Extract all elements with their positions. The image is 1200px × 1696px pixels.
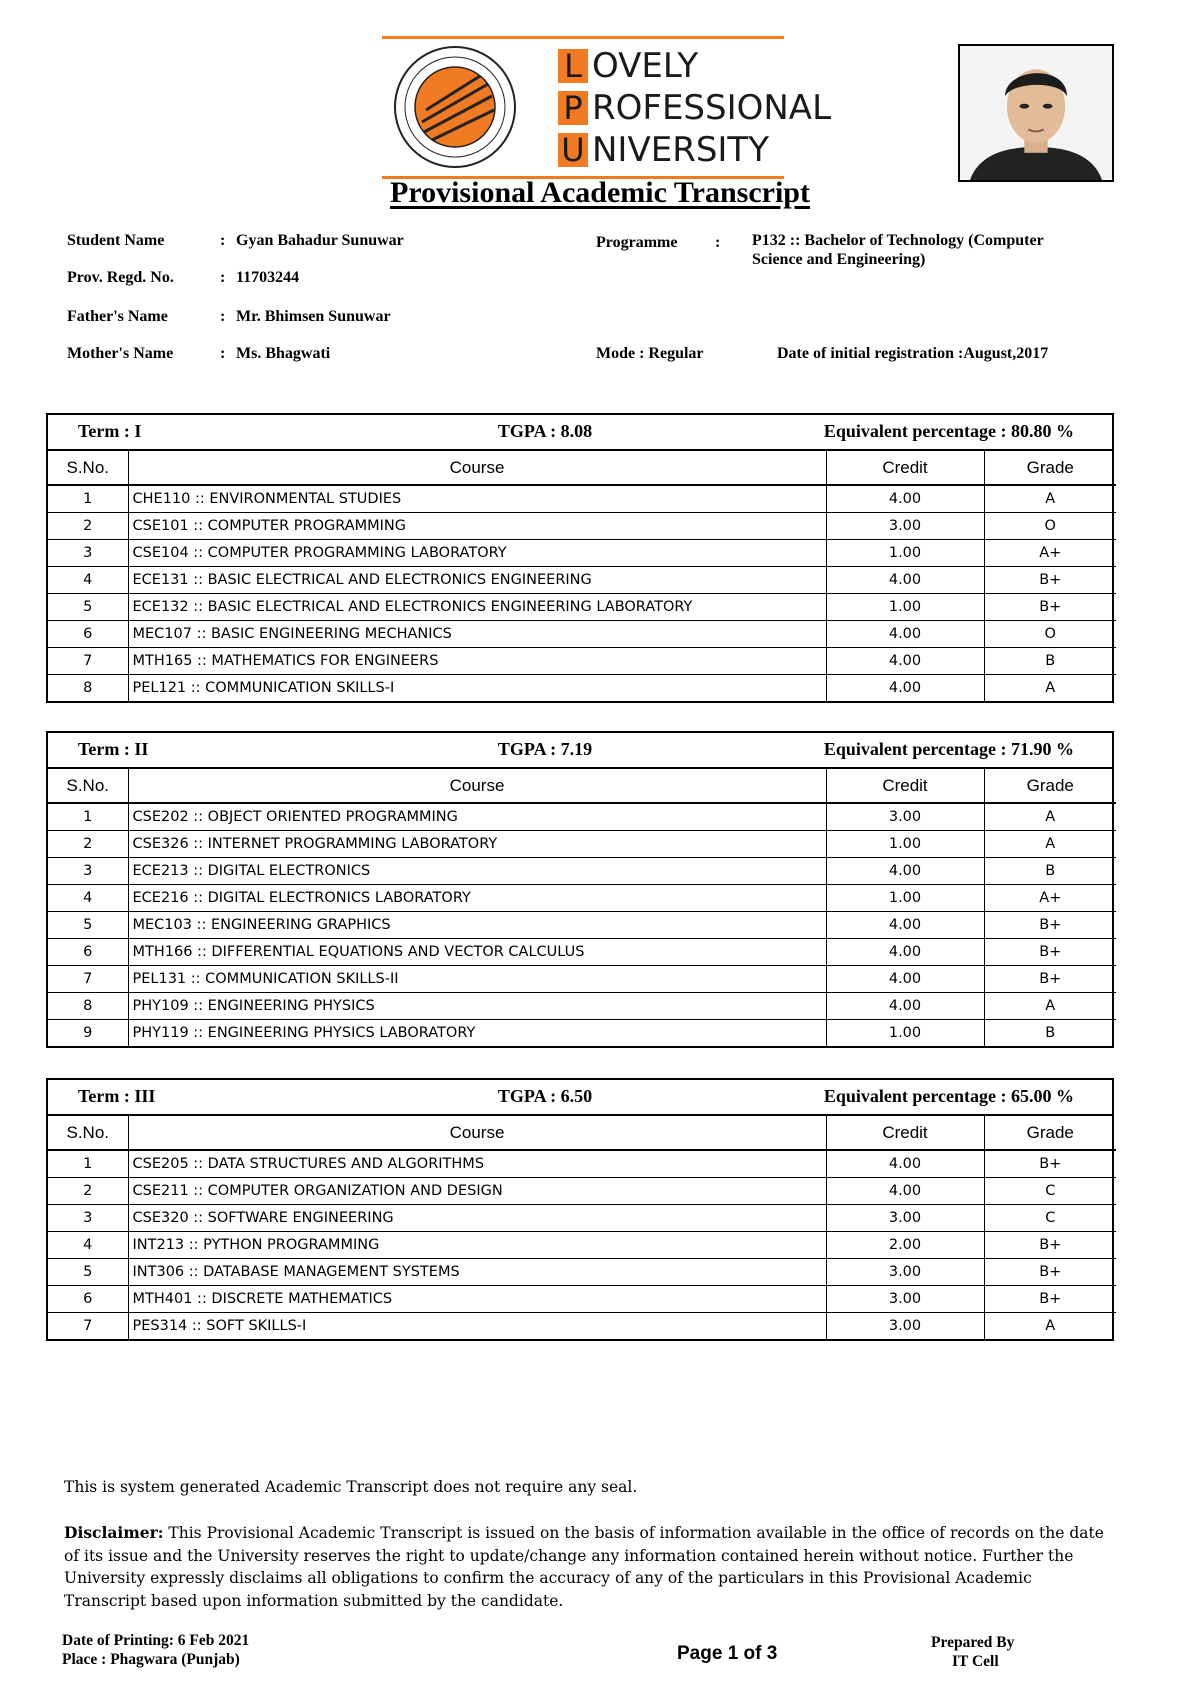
row-grade: B: [984, 858, 1116, 885]
sno-header: S.No.: [48, 769, 128, 803]
row-credit: 3.00: [826, 1313, 984, 1340]
row-course: CSE205 :: DATA STRUCTURES AND ALGORITHMS: [128, 1150, 826, 1178]
page-title: Provisional Academic Transcript: [390, 176, 810, 209]
row-course: PES314 :: SOFT SKILLS-I: [128, 1313, 826, 1340]
page-number: Page 1 of 3: [677, 1643, 778, 1664]
grade-header: Grade: [984, 451, 1116, 485]
table-row: [48, 648, 1116, 675]
table-row: [48, 831, 1116, 858]
table-row: [48, 1313, 1116, 1340]
equivalent-percentage: Equivalent percentage : 65.00 %: [823, 1086, 1074, 1106]
term-table-1: [46, 413, 1114, 703]
row-grade: O: [984, 621, 1116, 648]
table-row: [48, 1205, 1116, 1232]
row-course: MEC107 :: BASIC ENGINEERING MECHANICS: [128, 621, 826, 648]
row-sno: 6: [48, 939, 128, 966]
table-row: [48, 993, 1116, 1020]
row-course: CSE202 :: OBJECT ORIENTED PROGRAMMING: [128, 803, 826, 831]
university-seal-icon: [392, 44, 518, 170]
row-sno: 1: [48, 485, 128, 513]
row-sno: 3: [48, 540, 128, 567]
equivalent-percentage: Equivalent percentage : 71.90 %: [823, 739, 1074, 759]
row-course: PHY109 :: ENGINEERING PHYSICS: [128, 993, 826, 1020]
row-sno: 4: [48, 885, 128, 912]
row-credit: 3.00: [826, 513, 984, 540]
place-of-printing: Place : Phagwara (Punjab): [62, 1651, 240, 1668]
colon: :: [715, 234, 721, 251]
table-row: [48, 939, 1116, 966]
row-course: CSE320 :: SOFTWARE ENGINEERING: [128, 1205, 826, 1232]
row-credit: 4.00: [826, 621, 984, 648]
term-header: [48, 1080, 1112, 1116]
row-credit: 4.00: [826, 648, 984, 675]
course-header: Course: [128, 769, 826, 803]
date-of-printing: Date of Printing: 6 Feb 2021: [62, 1632, 250, 1649]
course-header: Course: [128, 451, 826, 485]
table-row: [48, 1286, 1116, 1313]
grade-header: Grade: [984, 1116, 1116, 1150]
programme-value-line2: Science and Engineering): [752, 251, 926, 268]
row-sno: 2: [48, 1178, 128, 1205]
logo-word-1: L OVELY: [558, 48, 698, 84]
table-row: [48, 513, 1116, 540]
row-sno: 9: [48, 1020, 128, 1047]
table-header-row: [48, 451, 1116, 485]
row-grade: A: [984, 485, 1116, 513]
row-course: MTH165 :: MATHEMATICS FOR ENGINEERS: [128, 648, 826, 675]
table-row: [48, 966, 1116, 993]
seal-note: This is system generated Academic Transcript does not require any seal.: [64, 1478, 638, 1496]
row-grade: B+: [984, 939, 1116, 966]
row-credit: 3.00: [826, 803, 984, 831]
row-sno: 1: [48, 803, 128, 831]
row-course: ECE216 :: DIGITAL ELECTRONICS LABORATORY: [128, 885, 826, 912]
course-table: [48, 769, 1116, 1046]
row-credit: 4.00: [826, 858, 984, 885]
course-header: Course: [128, 1116, 826, 1150]
row-grade: B: [984, 648, 1116, 675]
term-label: Term : II: [78, 739, 149, 759]
row-sno: 3: [48, 858, 128, 885]
initial-registration-date: Date of initial registration :August,2017: [777, 345, 1049, 362]
row-credit: 1.00: [826, 1020, 984, 1047]
row-course: CSE101 :: COMPUTER PROGRAMMING: [128, 513, 826, 540]
row-credit: 4.00: [826, 912, 984, 939]
father-name-label: Father's Name: [67, 308, 168, 325]
table-row: [48, 1259, 1116, 1286]
table-row: [48, 803, 1116, 831]
row-grade: B+: [984, 567, 1116, 594]
mother-name-value: Ms. Bhagwati: [236, 345, 331, 362]
row-credit: 1.00: [826, 594, 984, 621]
row-credit: 3.00: [826, 1259, 984, 1286]
colon: :: [220, 269, 226, 286]
row-grade: A: [984, 993, 1116, 1020]
father-name-value: Mr. Bhimsen Sunuwar: [236, 308, 391, 325]
tgpa-value: TGPA : 6.50: [497, 1086, 593, 1106]
row-course: PHY119 :: ENGINEERING PHYSICS LABORATORY: [128, 1020, 826, 1047]
prepared-by: Prepared By: [931, 1634, 1015, 1651]
row-sno: 1: [48, 1150, 128, 1178]
row-sno: 6: [48, 1286, 128, 1313]
row-grade: B+: [984, 594, 1116, 621]
row-credit: 4.00: [826, 993, 984, 1020]
table-row: [48, 621, 1116, 648]
student-name-label: Student Name: [67, 232, 165, 249]
row-credit: 1.00: [826, 885, 984, 912]
row-course: ECE132 :: BASIC ELECTRICAL AND ELECTRONICS ENGINEERING LABORATORY: [128, 594, 826, 621]
row-course: INT213 :: PYTHON PROGRAMMING: [128, 1232, 826, 1259]
colon: :: [220, 232, 226, 249]
row-grade: A+: [984, 885, 1116, 912]
tgpa-value: TGPA : 8.08: [497, 421, 593, 441]
regd-no-value: 11703244: [236, 269, 300, 286]
row-sno: 5: [48, 1259, 128, 1286]
row-credit: 4.00: [826, 939, 984, 966]
row-sno: 4: [48, 1232, 128, 1259]
row-credit: 4.00: [826, 567, 984, 594]
mode-of-study: Mode : Regular: [596, 345, 704, 362]
logo-top-rule: [382, 36, 784, 39]
row-grade: O: [984, 513, 1116, 540]
sno-header: S.No.: [48, 451, 128, 485]
student-name-value: Gyan Bahadur Sunuwar: [236, 232, 404, 249]
logo-word-3: U NIVERSITY: [558, 132, 769, 168]
row-course: INT306 :: DATABASE MANAGEMENT SYSTEMS: [128, 1259, 826, 1286]
row-grade: B+: [984, 912, 1116, 939]
row-credit: 3.00: [826, 1205, 984, 1232]
table-row: [48, 594, 1116, 621]
credit-header: Credit: [826, 1116, 984, 1150]
table-row: [48, 912, 1116, 939]
course-table: [48, 1116, 1116, 1339]
row-grade: C: [984, 1205, 1116, 1232]
equivalent-percentage: Equivalent percentage : 80.80 %: [823, 421, 1074, 441]
row-grade: B+: [984, 1232, 1116, 1259]
row-sno: 2: [48, 513, 128, 540]
grade-header: Grade: [984, 769, 1116, 803]
table-row: [48, 485, 1116, 513]
table-row: [48, 675, 1116, 702]
row-course: ECE131 :: BASIC ELECTRICAL AND ELECTRONICS ENGINEERING: [128, 567, 826, 594]
programme-value-line1: P132 :: Bachelor of Technology (Computer: [752, 232, 1044, 249]
tgpa-value: TGPA : 7.19: [497, 739, 593, 759]
row-sno: 5: [48, 594, 128, 621]
credit-header: Credit: [826, 451, 984, 485]
term-header: [48, 415, 1112, 451]
row-grade: A+: [984, 540, 1116, 567]
row-grade: B: [984, 1020, 1116, 1047]
row-grade: B+: [984, 1150, 1116, 1178]
row-credit: 3.00: [826, 1286, 984, 1313]
row-credit: 4.00: [826, 1150, 984, 1178]
term-label: Term : III: [78, 1086, 156, 1106]
table-row: [48, 885, 1116, 912]
table-header-row: [48, 1116, 1116, 1150]
row-grade: B+: [984, 1259, 1116, 1286]
row-sno: 2: [48, 831, 128, 858]
row-sno: 6: [48, 621, 128, 648]
university-logo: [382, 36, 832, 180]
row-credit: 2.00: [826, 1232, 984, 1259]
row-course: CSE211 :: COMPUTER ORGANIZATION AND DESIGN: [128, 1178, 826, 1205]
row-grade: A: [984, 675, 1116, 702]
row-course: CSE104 :: COMPUTER PROGRAMMING LABORATORY: [128, 540, 826, 567]
row-sno: 7: [48, 1313, 128, 1340]
table-row: [48, 1150, 1116, 1178]
row-course: MTH166 :: DIFFERENTIAL EQUATIONS AND VECTOR CALCULUS: [128, 939, 826, 966]
disclaimer-label: Disclaimer:: [64, 1523, 164, 1542]
regd-no-label: Prov. Regd. No.: [67, 269, 174, 286]
programme-label: Programme: [596, 234, 678, 251]
row-course: CHE110 :: ENVIRONMENTAL STUDIES: [128, 485, 826, 513]
row-credit: 1.00: [826, 831, 984, 858]
disclaimer-text: This Provisional Academic Transcript is issued on the basis of information available in the office of records on the date of its issue and the University reserves the right to update/change any information contained herein without notice. Further the University expressly disclaims all obligations to confirm the accuracy of any of the particulars in this Provisional Academic Transcript based upon information submitted by the candidate.: [64, 1524, 1104, 1610]
row-credit: 1.00: [826, 540, 984, 567]
table-row: [48, 858, 1116, 885]
row-sno: 3: [48, 1205, 128, 1232]
it-cell: IT Cell: [952, 1653, 999, 1670]
table-row: [48, 567, 1116, 594]
table-row: [48, 1232, 1116, 1259]
row-credit: 4.00: [826, 966, 984, 993]
row-sno: 4: [48, 567, 128, 594]
row-course: ECE213 :: DIGITAL ELECTRONICS: [128, 858, 826, 885]
credit-header: Credit: [826, 769, 984, 803]
row-sno: 8: [48, 675, 128, 702]
row-course: MEC103 :: ENGINEERING GRAPHICS: [128, 912, 826, 939]
row-credit: 4.00: [826, 485, 984, 513]
table-row: [48, 1178, 1116, 1205]
mother-name-label: Mother's Name: [67, 345, 174, 362]
row-grade: B+: [984, 966, 1116, 993]
row-grade: A: [984, 831, 1116, 858]
row-sno: 7: [48, 966, 128, 993]
row-course: PEL131 :: COMMUNICATION SKILLS-II: [128, 966, 826, 993]
disclaimer: [64, 1522, 1104, 1612]
student-photo: [958, 44, 1114, 182]
sno-header: S.No.: [48, 1116, 128, 1150]
term-header: [48, 733, 1112, 769]
student-portrait-icon: [960, 46, 1112, 180]
row-course: PEL121 :: COMMUNICATION SKILLS-I: [128, 675, 826, 702]
table-header-row: [48, 769, 1116, 803]
course-table: [48, 451, 1116, 701]
row-sno: 5: [48, 912, 128, 939]
row-sno: 7: [48, 648, 128, 675]
logo-word-2: P ROFESSIONAL: [558, 90, 831, 126]
term-table-2: [46, 731, 1114, 1048]
row-course: CSE326 :: INTERNET PROGRAMMING LABORATORY: [128, 831, 826, 858]
row-credit: 4.00: [826, 675, 984, 702]
table-row: [48, 1020, 1116, 1047]
row-grade: C: [984, 1178, 1116, 1205]
row-sno: 8: [48, 993, 128, 1020]
colon: :: [220, 345, 226, 362]
term-table-3: [46, 1078, 1114, 1341]
row-credit: 4.00: [826, 1178, 984, 1205]
row-course: MTH401 :: DISCRETE MATHEMATICS: [128, 1286, 826, 1313]
row-grade: A: [984, 803, 1116, 831]
colon: :: [220, 308, 226, 325]
row-grade: A: [984, 1313, 1116, 1340]
term-label: Term : I: [78, 421, 142, 441]
table-row: [48, 540, 1116, 567]
row-grade: B+: [984, 1286, 1116, 1313]
